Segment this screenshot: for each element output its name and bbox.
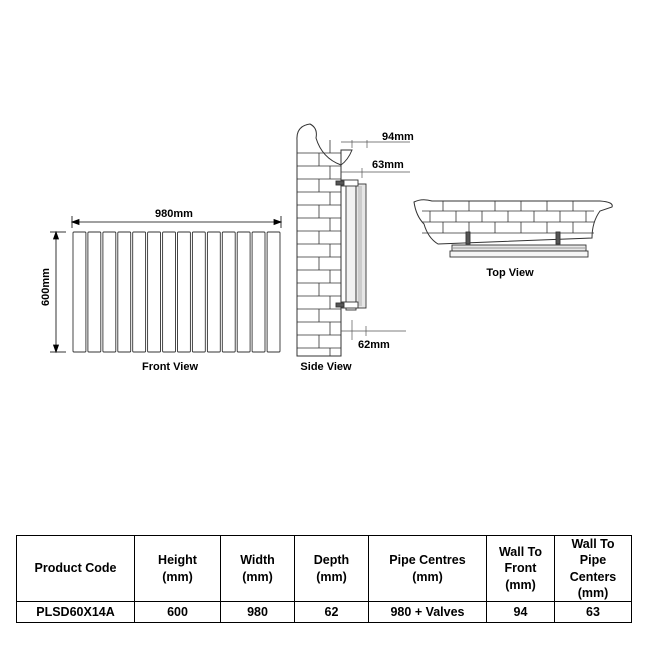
header-pipe-centres: Pipe Centres (mm) [369,536,487,602]
height-label: 600mm [40,268,52,306]
front-view [40,208,281,373]
radiator-panel [207,232,220,352]
wall-to-front-label: 94mm [382,131,414,143]
cell-width: 980 [221,602,295,623]
spec-data-row [17,602,632,623]
front-view-label: Front View [141,361,199,373]
radiator-panel [178,232,191,352]
spec-table [16,535,632,623]
wall-outline [297,124,352,356]
side-view [297,124,414,373]
radiator-panel [118,232,131,352]
header-height: Height (mm) [135,536,221,602]
radiator-panel [103,232,116,352]
radiator-panel [163,232,176,352]
radiator-panel [88,232,101,352]
radiator-panels [73,232,280,352]
radiator-panel [222,232,235,352]
radiator-panel [192,232,205,352]
cell-product-code: PLSD60X14A [17,602,135,623]
header-wall-to-front: Wall To Front (mm) [487,536,555,602]
top-view [414,200,612,279]
wall-to-pipe-label: 63mm [372,159,404,171]
width-label: 980mm [155,208,193,220]
radiator-panel [267,232,280,352]
cell-pipe-centres: 980 + Valves [369,602,487,623]
top-view-label: Top View [486,267,534,279]
cell-wall-to-pipe-centers: 63 [555,602,632,623]
radiator-panel [237,232,250,352]
depth-label: 62mm [358,339,390,351]
header-width: Width (mm) [221,536,295,602]
cell-height: 600 [135,602,221,623]
header-depth: Depth (mm) [295,536,369,602]
radiator-panel [252,232,265,352]
radiator-panel [133,232,146,352]
radiator-panel [148,232,161,352]
header-wall-to-pipe-centers: Wall To Pipe Centers (mm) [555,536,632,602]
height-dimension [50,232,66,352]
spec-header-row [17,536,632,602]
side-view-label: Side View [300,361,352,373]
cell-wall-to-front: 94 [487,602,555,623]
radiator-panel [73,232,86,352]
header-product-code: Product Code [17,536,135,602]
cell-depth: 62 [295,602,369,623]
